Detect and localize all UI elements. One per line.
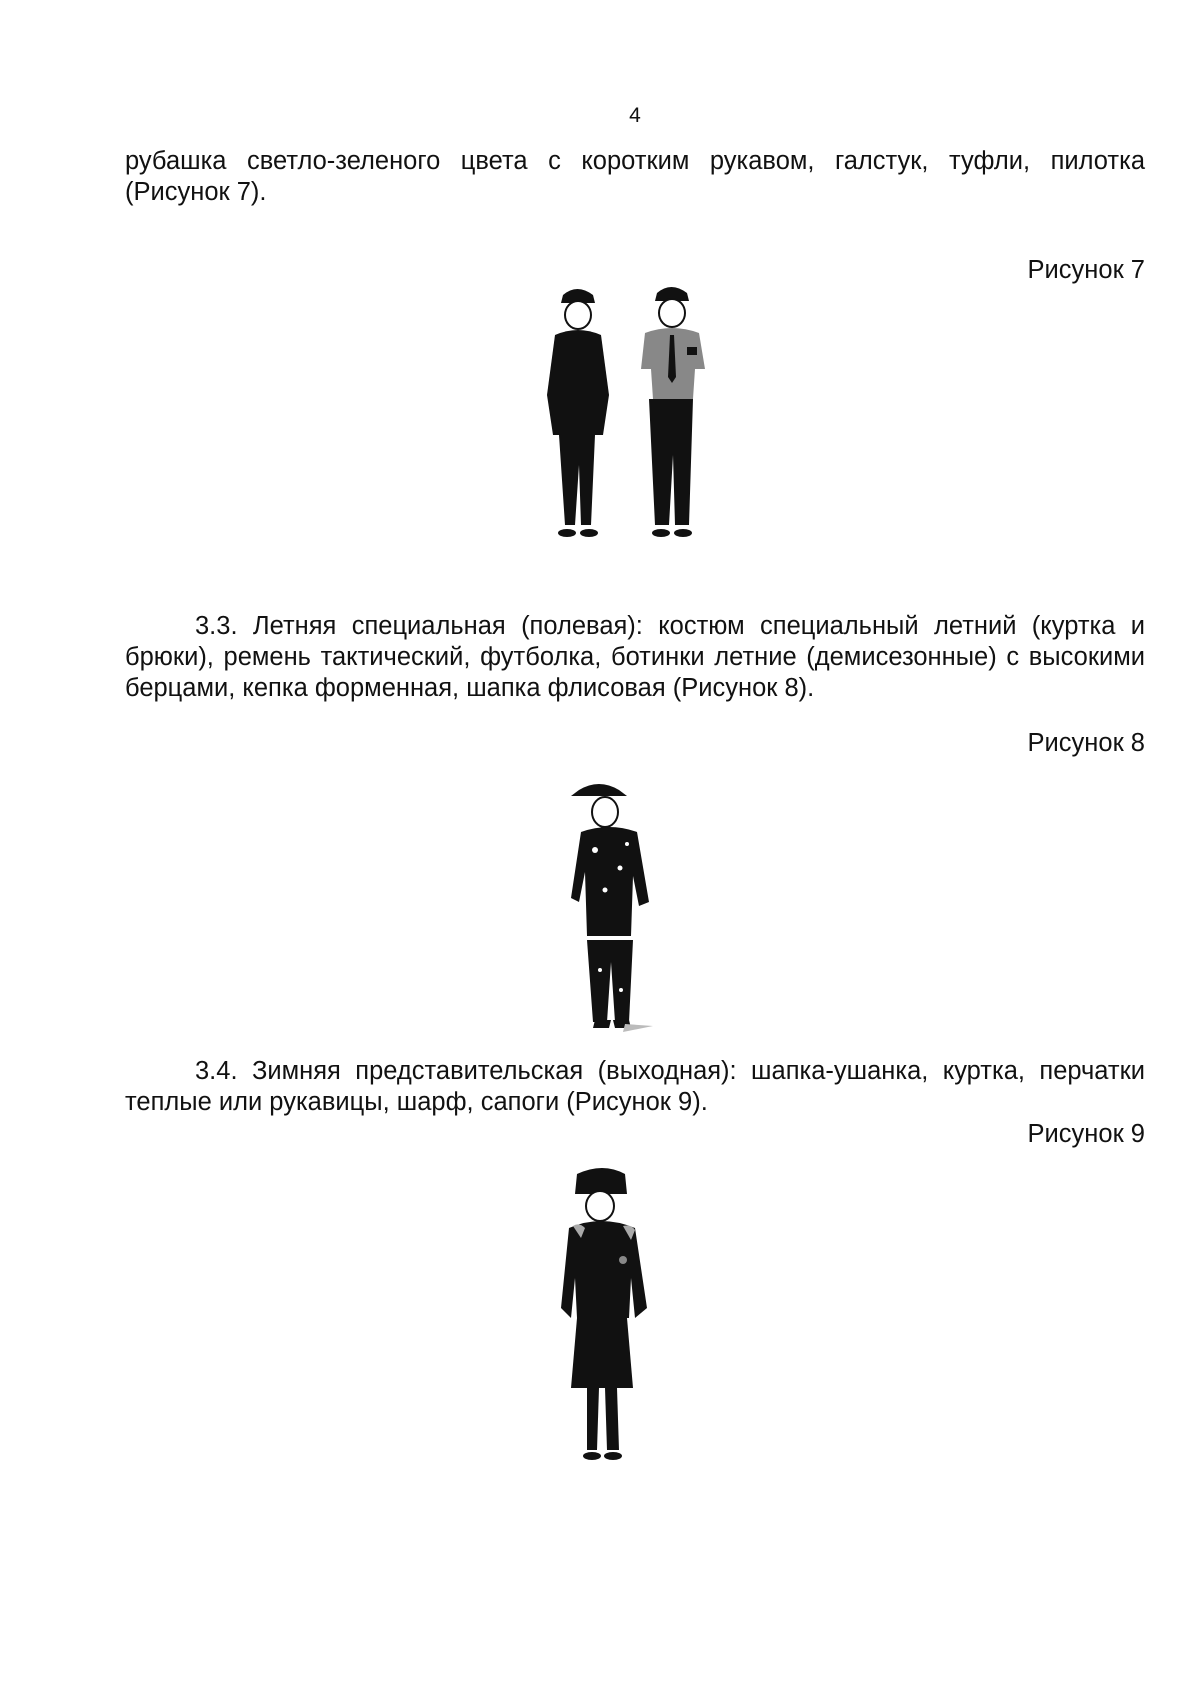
figure-8-person-field-uniform <box>571 784 653 1032</box>
paragraph-3-3: 3.3. Летняя специальная (полевая): костюм специальный летний (куртка и брюки), ремень тактический, футболка, ботинки летние (демисезонные) с высокими берцами, кепка форменная, шапка флисовая (Рисунок 8). <box>125 612 1145 702</box>
figure-9-image <box>555 1168 665 1478</box>
figure-9-caption: Рисунок 9 <box>1027 1120 1145 1148</box>
figure-7-image <box>545 285 735 545</box>
figure-9-person-winter-uniform <box>561 1168 647 1460</box>
paragraph-3-4: 3.4. Зимняя представительская (выходная): шапка-ушанка, куртка, перчатки теплые или рукавицы, шарф, сапоги (Рисунок 9). <box>125 1057 1145 1116</box>
figure-7-caption: Рисунок 7 <box>1027 256 1145 284</box>
paragraph-continuation: рубашка светло-зеленого цвета с коротким рукавом, галстук, туфли, пилотка (Рисунок 7). <box>125 147 1145 206</box>
figure-7-person-short-sleeve-shirt <box>641 287 705 537</box>
figure-8-image <box>565 780 675 1040</box>
figure-7-person-dark-uniform <box>547 289 609 537</box>
figure-8-caption: Рисунок 8 <box>1027 729 1145 757</box>
page-number: 4 <box>629 104 641 127</box>
